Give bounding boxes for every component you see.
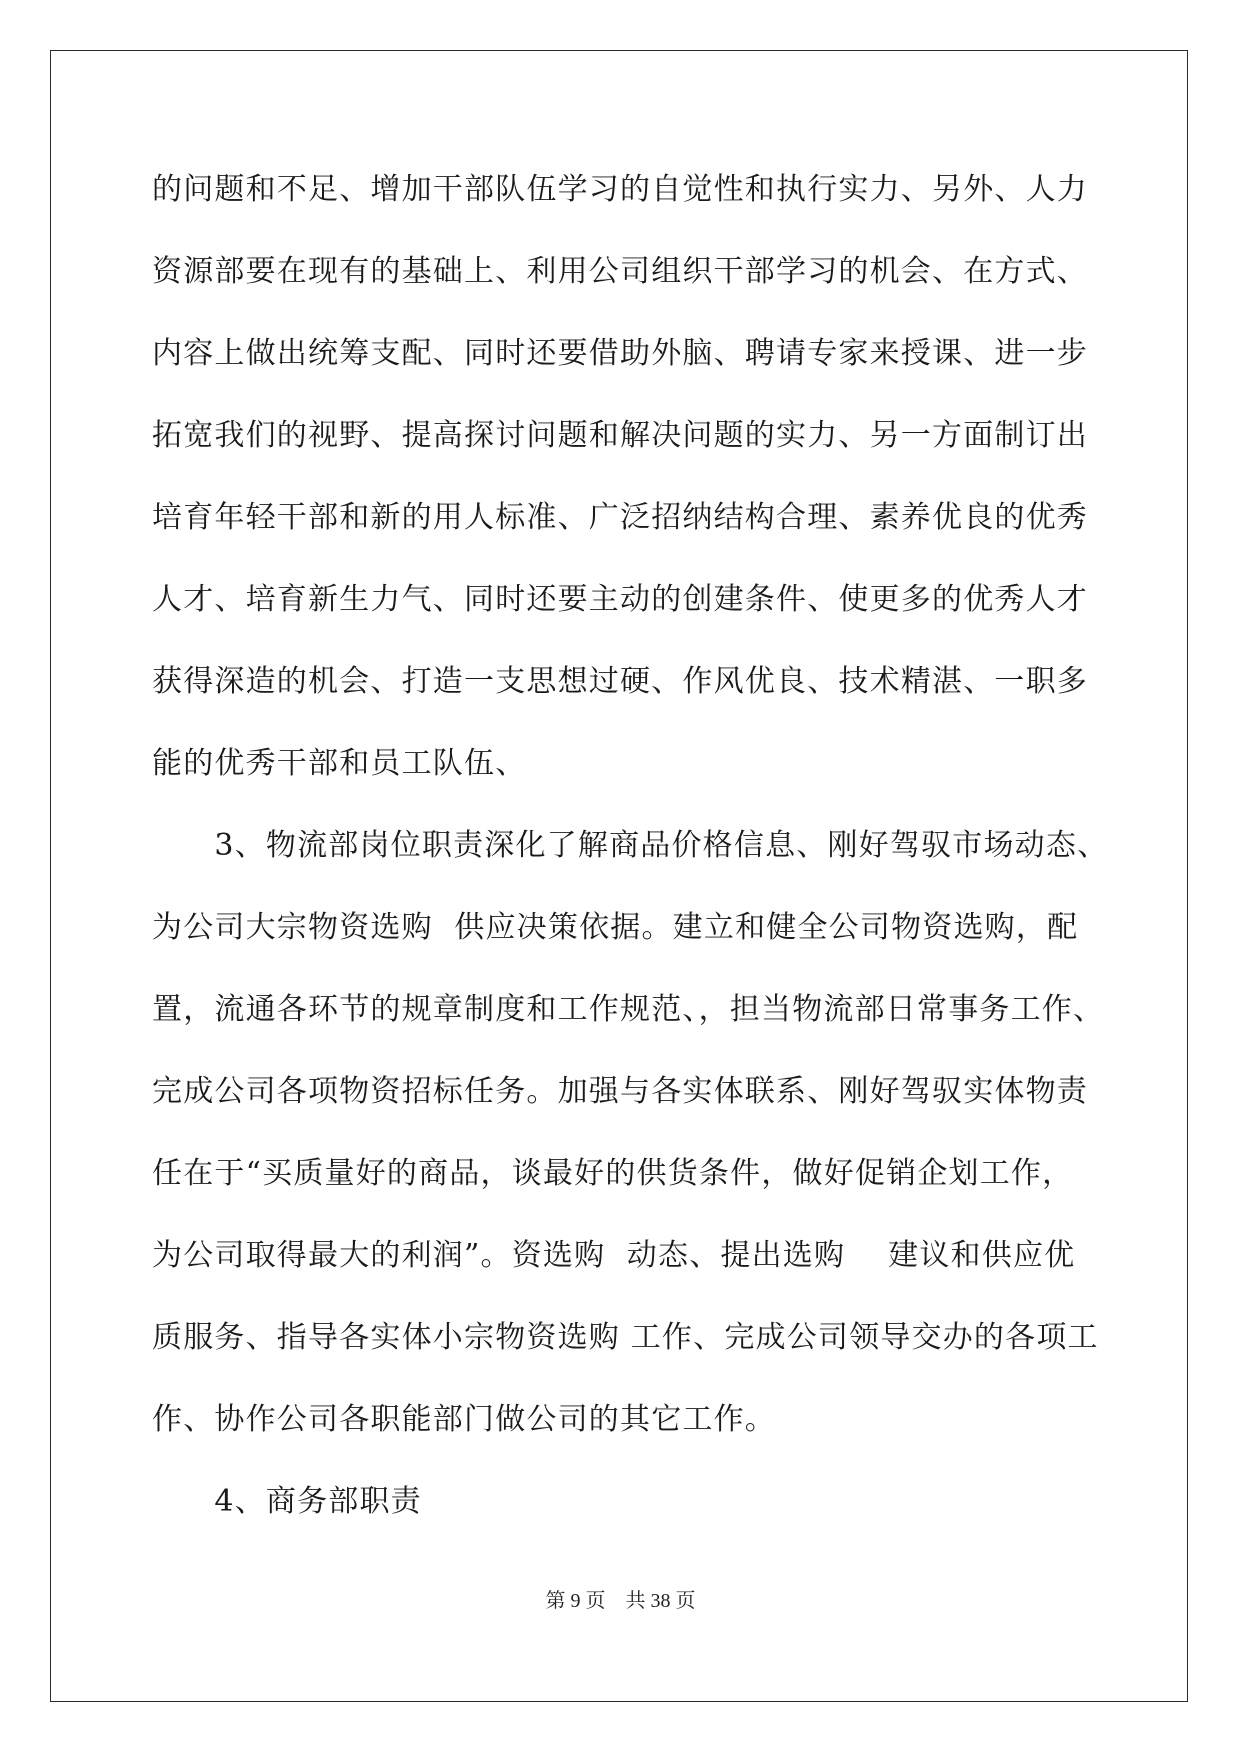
text-line-13: 任在于“买质量好的商品，谈最好的供货条件，做好促销企划工作，	[152, 1156, 1074, 1191]
text-line-2: 资源部要在现有的基础上、利用公司组织干部学习的机会、在方式、	[152, 254, 1088, 289]
text-line-12: 完成公司各项物资招标任务。加强与各实体联系、刚好驾驭实体物责	[152, 1074, 1088, 1109]
text-line-3: 内容上做出统筹支配、同时还要借助外脑、聘请专家来授课、进一步	[152, 336, 1088, 371]
section-heading-4: 4、商务部职责	[152, 1484, 422, 1519]
text-line-8: 能的优秀干部和员工队伍、	[152, 746, 527, 781]
page-number-footer: 第 9 页 共 38 页	[545, 1590, 696, 1612]
text-line-10: 为公司大宗物资选购 供应决策依据。建立和健全公司物资选购，配	[152, 910, 1079, 945]
text-line-14: 为公司取得最大的利润”。资选购 动态、提出选购 建议和供应优	[152, 1238, 1076, 1273]
text-line-11: 置，流通各环节的规章制度和工作规范、，担当物流部日常事务工作、	[152, 992, 1105, 1027]
text-line-15: 质服务、指导各实体小宗物资选购 工作、完成公司领导交办的各项工	[152, 1320, 1099, 1355]
text-line-5: 培育年轻干部和新的用人标准、广泛招纳结构合理、素养优良的优秀	[152, 500, 1088, 535]
text-line-1: 的问题和不足、增加干部队伍学习的自觉性和执行实力、另外、人力	[152, 172, 1088, 207]
paragraph-3-start: 3、物流部岗位职责深化了解商品价格信息、刚好驾驭市场动态、	[152, 828, 1109, 863]
text-line-6: 人才、培育新生力气、同时还要主动的创建条件、使更多的优秀人才	[152, 582, 1088, 617]
text-line-7: 获得深造的机会、打造一支思想过硬、作风优良、技术精湛、一职多	[152, 664, 1088, 699]
text-line-4: 拓宽我们的视野、提高探讨问题和解决问题的实力、另一方面制订出	[152, 418, 1088, 453]
page-border	[50, 50, 1188, 1702]
text-line-16: 作、协作公司各职能部门做公司的其它工作。	[152, 1402, 776, 1437]
